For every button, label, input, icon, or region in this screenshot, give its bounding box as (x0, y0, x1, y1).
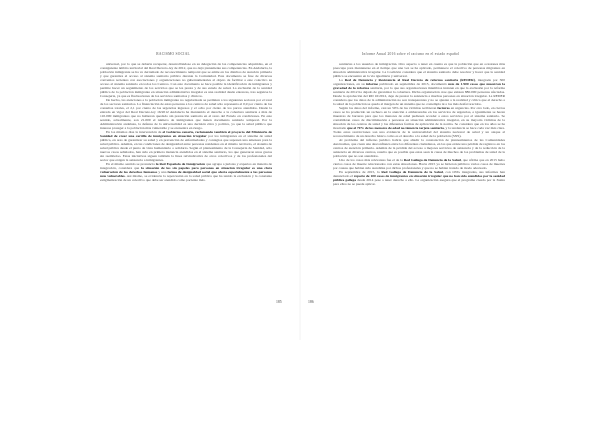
text-run: universal, por lo que se debería recuperar, desarrollándose en su delegación de las competencias adquiridas, en el consiguiente ámbito territorial del Real Decreto-ley de 2012, que no dejó plenamente sus competencias. En Andalucía, la población inmigrante se ha ve derramado de reconocimiento temporal que se emite en los distritos de atención primaria y que garantiza el acceso al sistema sanitario público durante la Comunidad. Este documento se frue de diversos convenios recientes con asociaciones y organizaciones no gubernamentales al objeto de facilitar a este colectivo su acceso al sistema sanitario en todos los Centros. Con este documento se hace posible la identificación de inmigrantes y permite hacer un seguimiento de los servicios que se les presta y de sus estado de salud. La exclusión de la sanidad pública de la población inmigrante en situación administrativa irregular es una realidad desde entonces, tras seguirse la Consejería, ya que es fluctuaciones de los servicios sanitarios y clínicos. (100, 62, 272, 99)
text-run: La (339, 78, 345, 83)
paragraph (333, 158, 505, 170)
bold-text-run: Red Gallega de Denuncia de la Salud (403, 158, 461, 163)
bold-text-run: facturas (437, 106, 450, 111)
paragraph (333, 170, 505, 186)
paragraph (100, 130, 272, 162)
text-run: que agrupa a juristas y expertos en materia de integración, considera que (100, 162, 272, 171)
text-run: En septiembre de 2015, la (339, 170, 382, 175)
page-number-left: 185 (276, 300, 282, 304)
running-header-left: RACISMO SOCIAL (156, 52, 190, 56)
text-run: desde 2014 pese a tener derecho a ello. La organización asegura que el programa creado por la Xunta para ellos no se puede aplicar. (333, 178, 505, 187)
bold-text-run: forma de desigualdad social que afecta especialmente a las personas más vulnerables (100, 170, 272, 179)
bold-text-run: informe (365, 82, 378, 87)
paragraph (100, 98, 272, 130)
text-run: En los mismos días la intervención de (106, 130, 163, 135)
paragraph (333, 138, 505, 158)
bold-text-run: el Gobierno canario, reclamando también el proyecto del Ministerio de Sanidad de crear una cartilla de inmigrantes en situación irregular (100, 130, 272, 139)
bold-text-run: más de 1.900 casos que muestran la gravedad de la reforma (333, 82, 505, 91)
text-run: , que afirma que en 2015 hubo ciertos casos de muerte relacionados con estas situaciones. Hacia 2015 ya se hicieron públicos varios casos de muertes por causas que habían sido atendidas por dichos profesionales y que no se habían tratado de modo adecuado. (333, 158, 505, 171)
text-run: publicado en septiembre de 2015, documentó (377, 82, 449, 87)
left-page-text (100, 62, 272, 318)
text-run: en urgencias. Por otro lado, en ciertos casos se ha producido un rechazo en la atención a embarazadas en los servicios de urgencias, e igualmente se hacen muestras de barreras para que los menores de edad pudiesen acceder a estos servicios por el sistema sanitario. Se contabilizan casos de discriminación a personas en situación administrativa irregular, en su mayoría víctimas de la situación de los centros de salud y las diferentes formas de aplicación de la norma. Se considera que en los años se ha mostrado (333, 106, 505, 131)
text-run: , integrada por 300 organizaciones, en su (333, 78, 505, 87)
text-run: En el mismo sentido se pronuncia (106, 162, 156, 167)
paragraph (333, 78, 505, 106)
text-run: por los inmigrantes en el sistema de salud pública, en aras de garantizar su salud y en prevención de enfermedades y contagios que suponen una amenaza para la salud pública. Además, en las condiciones de desigualdad entre personas residentes en el mismo territorio, el sistema de salud pública desde el punto de vista humanitario o solidario. Según el planteamiento de la Consejería de Sanidad, sólo nuevos casos señalados, han sido en primera instancia atendidos en el sistema sanitario, los que generaron unos gastos sin reembolso. Estas iniciativas siguen también la línea reivindicativa de otros colectivos y de los profesionales del sector que exigen la asistencia a inmigrantes. (100, 134, 272, 163)
right-page-text (333, 62, 505, 318)
paragraph (333, 62, 505, 78)
bold-text-run: la Red Española de Inmigración (155, 162, 205, 167)
text-run: , y la tendencia se hace cada vez más clara. Todas estas restricciones son una evidencia de la universalidad del sistema nacional de salud y un ataque al reconocimiento de un derecho básico como es el derecho a la salud de la población (SNS). (333, 126, 505, 139)
page-number-right: 186 (308, 300, 314, 304)
paragraph (100, 162, 272, 182)
running-header-right: Informe Anual 2016 sobre el racismo en el estado español (362, 52, 460, 56)
text-run: sanitaria, por lo que sus organizaciones miembros insisten en que la exclusión por la reforma sanitaria de 2012 ha dejado de garantizar la cobertura. Dicha organización cree que existen 880.000 personas afectadas. Desde la aprobación del RD 16/2012, deje de prestar la asistencia a muchas personas en situación irregular. La REDER considera que los datos de la administración no son transparentes y no se ajustan a la realidad y critica que el derecho a la salud de la población se queda al margen de un sistema que no contempla ni a los más desfavorecidos. (333, 86, 505, 107)
bold-text-run: reporte de 100 casos de inmigrantes en situación irregular que no han sido atendidos por la sanidad pública gallega (333, 174, 505, 183)
text-run: Según los datos del informe, casi un 50% de las víctimas recibieron (339, 106, 438, 111)
right-page (300, 0, 600, 424)
text-run: Uno de los casos más relevantes fue el de la (339, 158, 404, 163)
text-run: De hecho, las atenciones a la población inmigrante no regularizada se permiten a los siguientes sectores por el total de los sectores sanitarios. La financiación de estas personas a los centros de salud sólo representa el 0,9 por ciento de las consultas totales, el 2,1 por ciento de las urgencias ingresos y el ocho por ciento de los partos atendidos. Desde la entrada en vigor del Real Decreto-ley 16/2012 Andalucía ha mantenido el derecho a la cobertura sanitaria a más de 110.000 inmigrantes que no hubieran quedado sin prestación sanitaria en el resto del Estado en condiciones. En este sentido, actualmente, son 21.000 el número de inmigrantes que tienen documento sanitario temporal. Por la Administración andaluza, la defensa de la universalidad es una decisión ética y política, ya que la salud pública que interesa proteger a la población más vulnerable y se encuentra en riesgo. (100, 98, 272, 131)
bold-text-run: Red de Denuncia y Resistencia al Real Decreto de reforma sanitaria (REDER) (344, 78, 475, 83)
paragraph (100, 62, 272, 98)
bold-text-run: que el 70% de los menores de edad no tienen la tarjeta sanitaria (347, 126, 444, 131)
bold-text-run: la situación de los sin papeles para personas en situación irregular es una clara vulneración de los derechos humanos (100, 166, 272, 175)
text-run: Al problema del infierno jurídico habría que añadir la constatación de planteamientos de las Comunidades Autónomas, que crean una desconfianza entre los diferentes ciudadanos, en las que existe una pérdida de registros en los centros de atención primaria. Además de la pérdida del acceso a mejores servicios de asistencia y de la reducción de la asistencia en diversos centros, resulta que es posible que estas sean la causa de muchos de los problemas de salud de la población que no son atendidos. (333, 138, 505, 159)
text-run: . Así mismo, se evidencia la repercusión en la salud pública que ha tenido la exclusión y la constante estigmatización de un colectivo que debe ser atendido como paciente más. (100, 174, 272, 183)
text-run: sanitarias a los usuarios de inmigración. Otro aspecto a tener en cuenta es que la población que en ocasiones más preocupa para mantenerse en el tiempo que una vez se ha aplicado, permanece el colectivo de personas migrantes en situación administrativa irregular. La Coalición considera que el sistema sanitario debe resolver y hacer que la sanidad pública se encuentre en la vía igualitaria y universal. (333, 62, 505, 79)
bold-text-run: Red Gallega de Denuncia de la Salud (381, 170, 443, 175)
paragraph (333, 106, 505, 138)
text-run: y una (157, 170, 168, 175)
text-run: , con ONG integradas, sus informes han denunciado el (333, 170, 505, 179)
